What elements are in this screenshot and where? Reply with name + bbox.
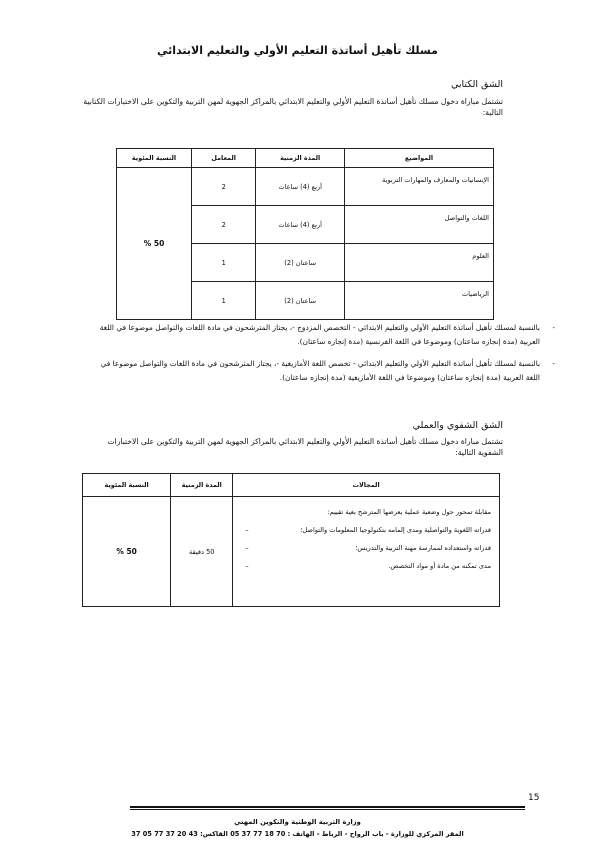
page-number: 15	[528, 793, 540, 803]
percentage-cell: 50 %	[117, 168, 192, 320]
areas-lead: مقابلة تمحور حول وضعية عملية يعرضها المترشح بغية تقييم:	[327, 508, 491, 516]
coefficient-cell: 1	[192, 282, 256, 320]
area-text: قدراته واستعداده لممارسة مهنة التربية والتدريس؛	[355, 544, 491, 552]
oral-section-heading: الشق الشفوي والعملي	[412, 420, 503, 431]
header-subjects: المواضيع	[345, 149, 494, 168]
table-header-row	[117, 149, 494, 168]
areas-cell	[233, 497, 500, 607]
footer-divider	[130, 806, 525, 808]
duration-cell: ساعتان (2)	[256, 244, 345, 282]
dash-icon: –	[245, 562, 249, 570]
page-title: مسلك تأهيل أساتذة التعليم الأولي والتعليم الابتدائي	[157, 44, 438, 57]
dash-icon: –	[245, 526, 249, 534]
area-text: مدى تمكنه من مادة أو مواد التخصص.	[388, 562, 491, 570]
written-section-heading: الشق الكتابي	[450, 79, 503, 90]
header-duration: المدة الزمنية	[171, 474, 233, 497]
oral-exams-table	[82, 473, 500, 607]
list-item	[241, 521, 491, 539]
area-text: قدراته اللغوية والتواصلية ومدى إلمامه بتكنولوجيا المعلومات والتواصل؛	[300, 526, 491, 534]
subject-cell: الرياضيات	[345, 282, 494, 320]
coefficient-cell: 2	[192, 168, 256, 206]
bullet-icon: -	[552, 323, 555, 332]
written-note-1	[95, 321, 555, 349]
footer-ministry: وزارة التربية الوطنية والتكوين المهني	[234, 818, 361, 826]
header-areas: المجالات	[233, 474, 500, 497]
table-row	[117, 168, 494, 206]
table-row	[83, 497, 500, 607]
written-intro: تشتمل مباراة دخول مسلك تأهيل أساتذة التعليم الأولي والتعليم الابتدائي بالمراكز الجهوية لمهن التربية والتكوين على الاختبارات الكتابية التالية:	[83, 97, 503, 117]
note-text: بالنسبة لمسلك تأهيل أساتذة التعليم الأولي والتعليم الابتدائي - التخصص المزدوج -، يجتاز المترشحون في مادة اللغات والتواصل موضوعا في اللغة العربية (مدة إنجازه ساعتان) وموضوعا في اللغة الفرنسية (مدة إنجازه ساعتان).	[99, 323, 540, 346]
written-exams-table	[116, 148, 494, 320]
header-percentage: النسبة المئوية	[117, 149, 192, 168]
duration-cell: أربع (4) ساعات	[256, 206, 345, 244]
subject-cell: الإنسانيات والمعارف والمهارات التربوية	[345, 168, 494, 206]
written-note-2	[95, 357, 555, 385]
list-item	[241, 539, 491, 557]
subject-cell: اللغات والتواصل	[345, 206, 494, 244]
oral-intro: تشتمل مباراة دخول مسلك تأهيل أساتذة التعليم الأولي والتعليم الابتدائي بالمراكز الجهوية لمهن التربية والتكوين على الاختبارات الشفوية التالية:	[107, 437, 503, 457]
table-header-row	[83, 474, 500, 497]
note-text: بالنسبة لمسلك تأهيل أساتذة التعليم الأولي والتعليم الابتدائي - تخصص اللغة الأمازيغية -، يجتاز المترشحون في مادة اللغات والتواصل موضوعا في اللغة العربية (مدة إنجازه ساعتان) وموضوعا في اللغة الأمازيغية (مدة إنجازه ساعتان).	[100, 359, 540, 382]
header-percentage: النسبة المئوية	[83, 474, 171, 497]
duration-cell: 50 دقيقة	[171, 497, 233, 607]
header-duration: المدة الزمنية	[256, 149, 345, 168]
coefficient-cell: 2	[192, 206, 256, 244]
duration-cell: ساعتان (2)	[256, 282, 345, 320]
percentage-cell: 50 %	[83, 497, 171, 607]
coefficient-cell: 1	[192, 244, 256, 282]
duration-cell: أربع (4) ساعات	[256, 168, 345, 206]
footer-address: المقر المركزي للوزارة - باب الرواح - الرباط - الهاتف : 70 18 77 37 05 الفاكس: 43 20 37 77 05 37	[131, 830, 464, 838]
bullet-icon: -	[552, 359, 555, 368]
list-item	[241, 557, 491, 575]
subject-cell: العلوم	[345, 244, 494, 282]
footer-divider-thin	[130, 809, 525, 810]
header-coefficient: المعامل	[192, 149, 256, 168]
dash-icon: –	[245, 544, 249, 552]
